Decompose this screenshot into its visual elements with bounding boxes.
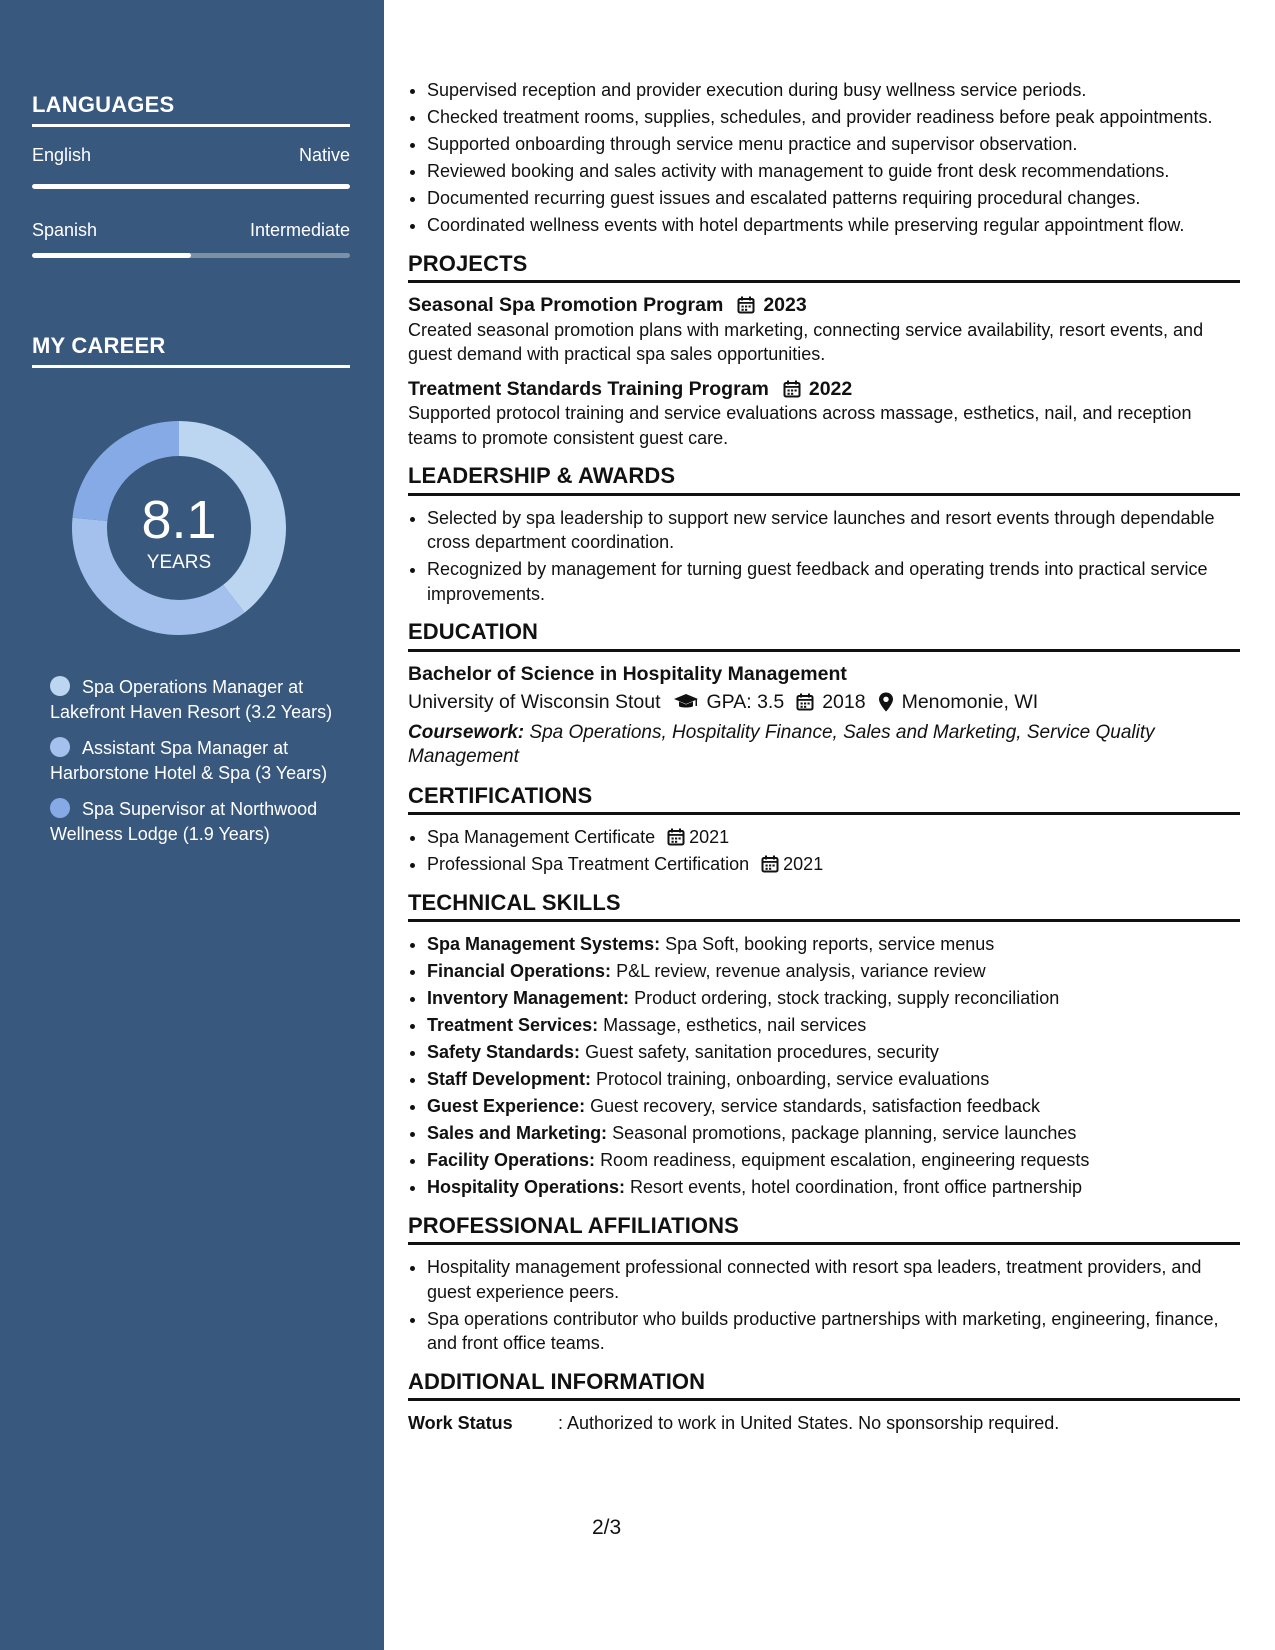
skill-label: Spa Management Systems: xyxy=(427,934,661,954)
career-dot-icon xyxy=(50,737,70,757)
career-dot-icon xyxy=(50,798,70,818)
skill-item xyxy=(427,1121,1240,1146)
work-status-row xyxy=(408,1411,1240,1436)
experience-bullet: • Documented recurring guest issues and escalated patterns requiring procedural changes. xyxy=(427,186,1240,211)
school-name: University of Wisconsin Stout xyxy=(408,691,661,713)
education-heading: EDUCATION xyxy=(408,620,1240,652)
skill-value: Protocol training, onboarding, service evaluations xyxy=(596,1069,990,1089)
career-list xyxy=(50,675,340,858)
career-item-text: Spa Supervisor at Northwood Wellness Lodge (1.9 Years) xyxy=(50,799,318,844)
skill-item xyxy=(427,1175,1240,1200)
certification-name: • Professional Spa Treatment Certification xyxy=(427,854,750,874)
education-details xyxy=(408,690,1240,715)
language-level: Native xyxy=(298,145,350,165)
experience-bullet: • Checked treatment rooms, supplies, schedules, and provider readiness before peak appointments. xyxy=(427,105,1240,130)
project-title-row xyxy=(408,377,1240,402)
project-title: Seasonal Spa Promotion Program xyxy=(408,294,724,316)
affiliation-item: • Spa operations contributor who builds productive partnerships with marketing, engineering, finance, and front office teams. xyxy=(427,1307,1240,1356)
skills-heading: TECHNICAL SKILLS xyxy=(408,891,1240,923)
skill-value: Room readiness, equipment escalation, engineering requests xyxy=(600,1150,1090,1170)
language-bar-fill xyxy=(32,253,191,258)
experience-bullet: • Supported onboarding through service menu practice and supervisor observation. xyxy=(427,132,1240,157)
leadership-heading: LEADERSHIP & AWARDS xyxy=(408,464,1240,496)
experience-bullet: • Coordinated wellness events with hotel departments while preserving regular appointment flow. xyxy=(427,213,1240,238)
certification-year: 2021 xyxy=(783,854,824,874)
career-item xyxy=(50,736,340,785)
languages-heading: LANGUAGES xyxy=(32,92,350,127)
sidebar xyxy=(0,0,384,1650)
language-row-spanish xyxy=(32,220,350,241)
skill-item xyxy=(427,959,1240,984)
affiliations-heading: PROFESSIONAL AFFILIATIONS xyxy=(408,1214,1240,1246)
leadership-item: • Recognized by management for turning guest feedback and operating trends into practical service improvements. xyxy=(427,557,1240,606)
career-years-label: YEARS xyxy=(146,552,212,573)
skill-value: Resort events, hotel coordination, front office partnership xyxy=(630,1177,1082,1197)
degree: Bachelor of Science in Hospitality Management xyxy=(408,662,847,685)
work-status-label: Work Status xyxy=(408,1413,513,1433)
certifications-list xyxy=(408,825,1240,877)
project-title-row xyxy=(408,293,1240,318)
gpa: GPA: 3.5 xyxy=(706,691,785,713)
skill-item xyxy=(427,1148,1240,1173)
skill-value: P&L review, revenue analysis, variance review xyxy=(616,961,986,981)
skill-value: Spa Soft, booking reports, service menus xyxy=(665,934,995,954)
language-name: English xyxy=(32,145,92,165)
project-description: Created seasonal promotion plans with marketing, connecting service availability, resort events, and guest demand with practical spa sales opportunities. xyxy=(408,319,1204,364)
skill-value: Product ordering, stock tracking, supply reconciliation xyxy=(634,988,1060,1008)
career-dot-icon xyxy=(50,676,70,696)
skill-label: Staff Development: xyxy=(427,1069,592,1089)
skill-label: Facility Operations: xyxy=(427,1150,596,1170)
skill-item xyxy=(427,1094,1240,1119)
skill-value: Guest safety, sanitation procedures, security xyxy=(585,1042,939,1062)
language-row-english xyxy=(32,145,350,166)
career-donut-chart xyxy=(66,415,292,641)
certifications-heading: CERTIFICATIONS xyxy=(408,784,1240,816)
language-bar-english xyxy=(32,184,350,189)
calendar-icon xyxy=(796,693,814,711)
experience-bullet: • Supervised reception and provider execution during busy wellness service periods. xyxy=(427,78,1240,103)
skill-value: Massage, esthetics, nail services xyxy=(603,1015,867,1035)
skill-value: Guest recovery, service standards, satisfaction feedback xyxy=(590,1096,1040,1116)
skill-label: Treatment Services: xyxy=(427,1015,599,1035)
location-pin-icon xyxy=(878,692,894,712)
skill-label: Safety Standards: xyxy=(427,1042,581,1062)
language-name: Spanish xyxy=(32,220,98,240)
career-item-text: Spa Operations Manager at Lakefront Haven Resort (3.2 Years) xyxy=(50,677,333,722)
career-heading: MY CAREER xyxy=(32,333,350,368)
affiliation-item: • Hospitality management professional connected with resort spa leaders, treatment providers, and guest experience peers. xyxy=(427,1255,1240,1304)
skill-label: Hospitality Operations: xyxy=(427,1177,626,1197)
skill-label: Inventory Management: xyxy=(427,988,630,1008)
work-status-value: : Authorized to work in United States. No sponsorship required. xyxy=(558,1413,1060,1433)
project-year: 2022 xyxy=(808,377,853,400)
skill-label: Sales and Marketing: xyxy=(427,1123,608,1143)
main-content xyxy=(408,78,1240,1436)
coursework xyxy=(408,721,1240,770)
graduation-cap-icon xyxy=(673,693,699,711)
certification-name: • Spa Management Certificate xyxy=(427,827,656,847)
school-location: Menomonie, WI xyxy=(901,691,1039,713)
certification-year: 2021 xyxy=(689,827,730,847)
language-bar-spanish xyxy=(32,253,350,258)
experience-bullets xyxy=(408,78,1240,238)
career-item-text: Assistant Spa Manager at Harborstone Hotel & Spa (3 Years) xyxy=(50,738,328,783)
affiliations-list xyxy=(408,1255,1240,1356)
certification-item xyxy=(427,825,1240,850)
skill-item xyxy=(427,932,1240,957)
skill-item xyxy=(427,986,1240,1011)
calendar-icon xyxy=(761,855,779,873)
skill-item xyxy=(427,1013,1240,1038)
career-item xyxy=(50,675,340,724)
calendar-icon xyxy=(783,380,801,398)
project-year: 2023 xyxy=(763,294,807,316)
skill-item xyxy=(427,1040,1240,1065)
leadership-item: • Selected by spa leadership to support new service launches and resort events through dependable cross department coordination. xyxy=(427,506,1240,555)
experience-bullet: • Reviewed booking and sales activity with management to guide front desk recommendations. xyxy=(427,159,1240,184)
language-level: Intermediate xyxy=(249,220,350,240)
certification-item xyxy=(427,852,1240,877)
leadership-list xyxy=(408,506,1240,607)
coursework-text: Spa Operations, Hospitality Finance, Sales and Marketing, Service Quality Management xyxy=(408,721,1155,767)
coursework-label: Coursework: xyxy=(408,721,525,743)
skill-item xyxy=(427,1067,1240,1092)
calendar-icon xyxy=(667,828,685,846)
career-total-years: 8.1 xyxy=(141,490,217,550)
skill-value: Seasonal promotions, package planning, service launches xyxy=(612,1123,1077,1143)
projects-heading: PROJECTS xyxy=(408,252,1240,284)
project-description: Supported protocol training and service evaluations across massage, esthetics, nail, and reception teams to promote consistent guest care. xyxy=(408,403,1192,448)
skill-label: Financial Operations: xyxy=(427,961,612,981)
skills-list xyxy=(408,932,1240,1200)
language-bar-fill xyxy=(32,184,350,189)
additional-info-heading: ADDITIONAL INFORMATION xyxy=(408,1370,1240,1402)
project-title: Treatment Standards Training Program xyxy=(408,377,769,400)
page-number: 2/3 xyxy=(592,1516,622,1539)
calendar-icon xyxy=(737,296,755,314)
skill-label: Guest Experience: xyxy=(427,1096,586,1116)
career-item xyxy=(50,797,340,846)
graduation-year: 2018 xyxy=(822,691,866,713)
